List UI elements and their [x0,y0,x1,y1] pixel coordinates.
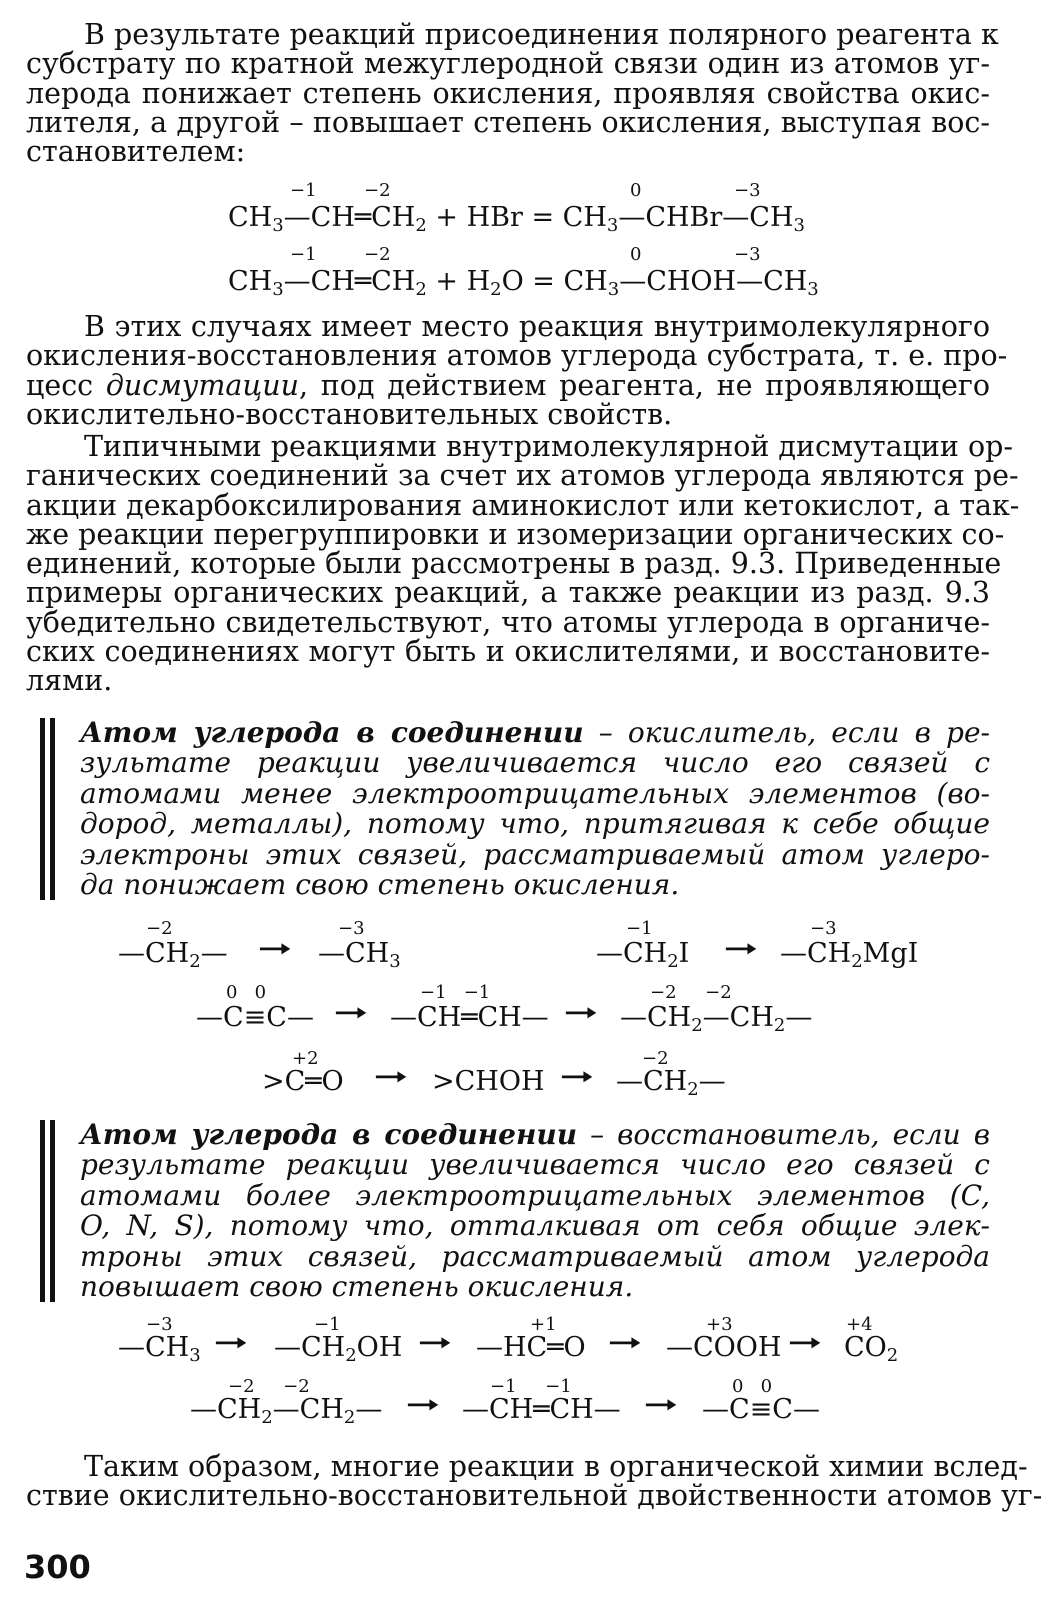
formula-part: —CH [620,1002,692,1033]
subscript: 2 [667,951,679,972]
text-line: В результате реакций присоединения полярного реагента к [84,18,999,51]
text-line: примеры органических реакций, а также реакции из разд. 9.3 [26,576,990,610]
text-line: Таким образом, многие реакции в органической химии вслед- [84,1450,1028,1483]
arrow-icon: ➞ [405,1390,441,1420]
text-line: же реакции перегруппировки и изомеризации органических со- [26,517,1005,551]
formula [620,1002,813,1036]
subscript: 2 [773,1015,786,1036]
formula-part: —CH [318,938,390,969]
formula [318,938,401,972]
formula-part: —CH [780,938,852,969]
formula: —COOH [666,1332,782,1363]
text-span: , под действием реагента, не проявляющего [299,368,990,402]
formula-part: —CH [274,1332,346,1363]
oxidation-state: −2 −2 [650,982,732,1003]
arrow-icon: ➞ [607,1328,643,1358]
subscript: 2 [345,1345,357,1366]
arrow-icon: ➞ [559,1062,595,1092]
text-line: зультате реакции увеличивается число его связей с [80,746,990,780]
formula-part: — [355,1394,383,1425]
formula [780,938,919,972]
oxidation-state: −3 [146,1314,173,1335]
rule-bar [40,1120,45,1302]
oxidation-state: +3 [706,1314,733,1335]
formula-part: —CH [596,938,668,969]
text-line: лерода понижает степень окисления, проявляя свойства окис- [26,76,990,110]
rule-bar [50,718,55,900]
oxidation-state: −2 [364,244,391,265]
paragraph-conclusion [26,1450,1042,1513]
subscript: 2 [886,1345,899,1366]
text-span: – восстановитель, если в [577,1118,991,1151]
rule-bar [40,718,45,900]
formula [190,1394,383,1428]
arrow-icon: ➞ [257,934,293,964]
text-line: В этих случаях имеет место реакция внутримолекулярного [84,310,990,343]
subscript: 2 [189,951,201,972]
text-line [80,1120,990,1150]
formula [616,1066,726,1100]
arrow-icon: ➞ [333,998,369,1028]
subscript: 2 [261,1407,273,1428]
formula-part: —CH [118,938,190,969]
oxidation-state: −2 [146,918,173,939]
rule-heading: Атом углерода в соединении [80,716,584,749]
formula-part: —CH [616,1066,688,1097]
arrow-icon: ➞ [563,998,599,1028]
arrow-icon: ➞ [787,1328,823,1358]
oxidation-state: −1 [626,918,653,939]
formula-part: —CH═CH [283,266,416,297]
formula [596,938,690,972]
text-line: окисления-восстановления атомов углерода субстрата, т. е. про- [26,339,1008,373]
formula-part: —CH [272,1394,344,1425]
oxidation-state: −3 [734,180,761,201]
formula [118,1332,201,1366]
oxidation-state: −3 [810,918,837,939]
formula-part: O = CH [501,266,608,297]
subscript: 3 [607,279,620,300]
oxidation-state: +2 [292,1048,319,1069]
rule-oxidizer [80,718,990,900]
oxidation-state: −1 [314,1314,341,1335]
oxidation-state: 0 0 [226,982,267,1003]
rule-bar [50,1120,55,1302]
paragraph-dismutation [26,310,1008,431]
oxidation-state: −1 −1 [490,1376,572,1397]
oxidation-state: −1 −1 [420,982,491,1003]
formula-part: — [698,1066,726,1097]
oxidation-state: +4 [846,1314,873,1335]
oxidation-state: 0 0 [732,1376,773,1397]
subscript: 3 [272,279,284,300]
subscript: 2 [490,279,502,300]
text-line: становителем: [26,135,246,169]
oxidation-state: −2 −2 [228,1376,310,1397]
formula-part: —CHOH—CH [619,266,808,297]
text-line: единений, которые были рассмотрены в разд. 9.3. Приведенные [26,547,1002,581]
subscript: 3 [272,215,284,236]
subscript: 2 [851,951,863,972]
arrow-icon: ➞ [417,1328,453,1358]
arrow-icon: ➞ [373,1062,409,1092]
oxidation-state: +1 [530,1314,557,1335]
subscript: 3 [189,1345,201,1366]
text-line: акции декарбоксилирования аминокислот или кетокислот, а так- [26,488,1020,522]
formula: $—CH_2—$ [118,938,228,972]
formula-part: —CH [702,1002,774,1033]
oxidation-state: −3 [734,244,761,265]
oxidation-state: −1 [290,244,317,265]
text-line: O, N, S), потому что, отталкивая от себя общие элек- [80,1209,990,1243]
italic-term: дисмутации [105,368,300,402]
text-line: электроны этих связей, рассматриваемый атом углеро- [80,837,990,871]
subscript: 2 [415,215,427,236]
text-line [26,368,990,402]
paragraph-typical-reactions [26,430,1020,698]
arrow-icon: ➞ [723,934,759,964]
formula: —CH═CH— [462,1394,621,1425]
formula-part: —CH [190,1394,262,1425]
subscript: 3 [793,215,805,236]
text-line: результате реакции увеличивается число его связей с [80,1148,990,1182]
arrow-icon: ➞ [213,1328,249,1358]
formula [844,1332,899,1366]
formula-part: + H [426,266,491,297]
oxidation-state: −2 [364,180,391,201]
text-line: ганических соединений за счет их атомов углерода являются ре- [26,459,1019,493]
formula: >CHOH [432,1066,545,1097]
arrow-icon: ➞ [643,1390,679,1420]
rule-heading: Атом углерода в соединении [80,1118,578,1151]
formula: >C═O [262,1066,344,1097]
text-line: да понижает свою степень окисления. [80,868,680,902]
text-line: лителя, а другой – повышает степень окисления, выступая вос- [26,105,990,139]
text-line: ствие окислительно-восстановительной двойственности атомов уг- [26,1479,1042,1513]
text-line: атомами более электроотрицательных элементов (C, [80,1178,990,1212]
formula-part: CO [844,1332,887,1363]
text-line: атомами менее электроотрицательных элементов (во- [80,776,990,810]
equation-line [228,266,819,300]
text-line: убедительно свидетельствуют, что атомы углерода в органиче- [26,605,990,639]
text-line: Типичными реакциями внутримолекулярной дисмутации ор- [84,430,1014,463]
text-line: лями. [26,664,113,698]
formula-part: I [678,938,690,969]
formula-part: + HBr = CH [426,202,607,233]
formula: —HC═O [476,1332,586,1363]
formula-part: —CH [118,1332,190,1363]
oxidation-state: −3 [338,918,365,939]
page-number: 300 [24,1548,91,1586]
oxidation-state: 0 [630,244,642,265]
formula: —CH═CH— [390,1002,549,1033]
subscript: 2 [343,1407,356,1428]
rule-reducer [80,1120,990,1302]
subscript: 3 [389,951,401,972]
subscript: 3 [606,215,619,236]
formula-part: CH [228,202,273,233]
subscript: 2 [415,279,427,300]
formula-part: —CH═CH [283,202,416,233]
text-line: субстрату по кратной межуглеродной связи один из атомов уг- [26,47,990,81]
oxidation-state: 0 [630,180,642,201]
text-line: окислительно-восстановительных свойств. [26,397,673,431]
text-line: ских соединениях могут быть и окислителями, и восстановите- [26,635,990,669]
formula-part: —CHBr—CH [618,202,794,233]
text-line: троны этих связей, рассматриваемый атом углерода [80,1239,990,1273]
text-line: дород, металлы), потому что, притягивая к себе общие [80,807,990,841]
oxidation-state: −2 [642,1048,669,1069]
subscript: 2 [687,1079,699,1100]
formula-part: CH [228,266,273,297]
paragraph-addition-reactions [26,18,999,169]
formula: —C≡C— [196,1002,314,1033]
subscript: 3 [807,279,819,300]
formula: —C≡C— [702,1394,820,1425]
text-line: повышает свою степень окисления. [80,1270,634,1304]
equation-line [228,202,805,236]
oxidation-state: −1 [290,180,317,201]
formula-part: MgI [862,938,919,969]
text-span: – окислитель, если в ре- [583,716,990,749]
formula [274,1332,403,1366]
subscript: 2 [691,1015,703,1036]
formula-part: OH [356,1332,403,1363]
formula-part: — [785,1002,813,1033]
text-line [80,718,990,748]
text-span: цесс [26,368,106,402]
